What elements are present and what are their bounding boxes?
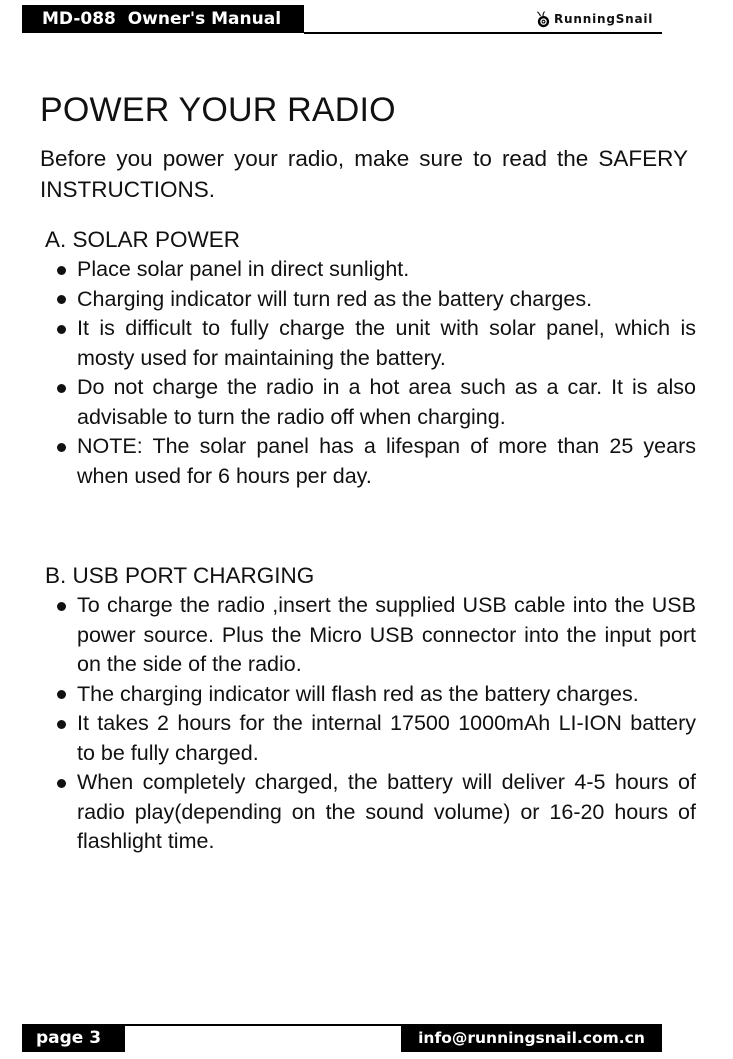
list-item-text: Do not charge the radio in a hot area such as a car. It is also advisable to turn the radio off when charging. [77,375,696,429]
bullet-list [40,255,700,491]
list-item [40,314,696,373]
bullet-dot [57,779,66,788]
manual-title-tab: MD-088 Owner's Manual [22,5,304,33]
bullet-dot [57,266,66,275]
page-title: POWER YOUR RADIO [40,91,396,129]
bullet-dot [57,443,66,452]
bullet-dot [57,295,66,304]
list-item-text: It takes 2 hours for the internal 17500 1000mAh LI-ION battery to be fully charged. [77,711,696,765]
list-item-text: NOTE: The solar panel has a lifespan of more than 25 years when used for 6 hours per day. [77,434,696,488]
bullet-dot [57,690,66,699]
brand-name: RunningSnail [554,12,654,26]
intro-paragraph: Before you power your radio, make sure to read the SAFERY INSTRUCTIONS. [40,146,688,202]
list-item-text: To charge the radio ,insert the supplied USB cable into the USB power source. Plus the Micro USB connector into the input port on the side of the radio. [77,593,696,676]
list-item-text: Place solar panel in direct sunlight. [77,257,410,281]
section-usb-port-charging [40,560,700,857]
bullet-dot [57,720,66,729]
bullet-dot [57,384,66,393]
list-item [40,680,696,710]
header-rule [304,32,662,34]
list-item [40,591,696,680]
list-item [40,768,696,857]
brand-logo [535,8,653,30]
list-item [40,285,696,315]
bullet-dot [57,602,66,611]
list-item-text: Charging indicator will turn red as the battery charges. [77,286,593,311]
list-item-text: When completely charged, the battery will deliver 4-5 hours of radio play(depending on the sound volume) or 16-20 hours of flashlight time. [77,770,696,853]
list-item-text: The charging indicator will flash red as the battery charges. [77,681,639,706]
bullet-list [40,591,700,857]
list-item [40,255,696,285]
list-item [40,373,696,432]
footer-rule [125,1024,401,1026]
list-item [40,709,696,768]
page-number: page 3 [22,1024,125,1052]
section-heading: A. SOLAR POWER [45,227,241,252]
list-item-text: It is difficult to fully charge the unit with solar panel, which is mosty used for maintaining the battery. [77,316,696,370]
bullet-dot [57,325,66,334]
snail-logo-icon [535,11,551,28]
section-heading: B. USB PORT CHARGING [45,563,315,588]
section-solar-power [40,224,700,491]
contact-email: info@runningsnail.com.cn [401,1024,662,1052]
list-item [40,432,696,491]
